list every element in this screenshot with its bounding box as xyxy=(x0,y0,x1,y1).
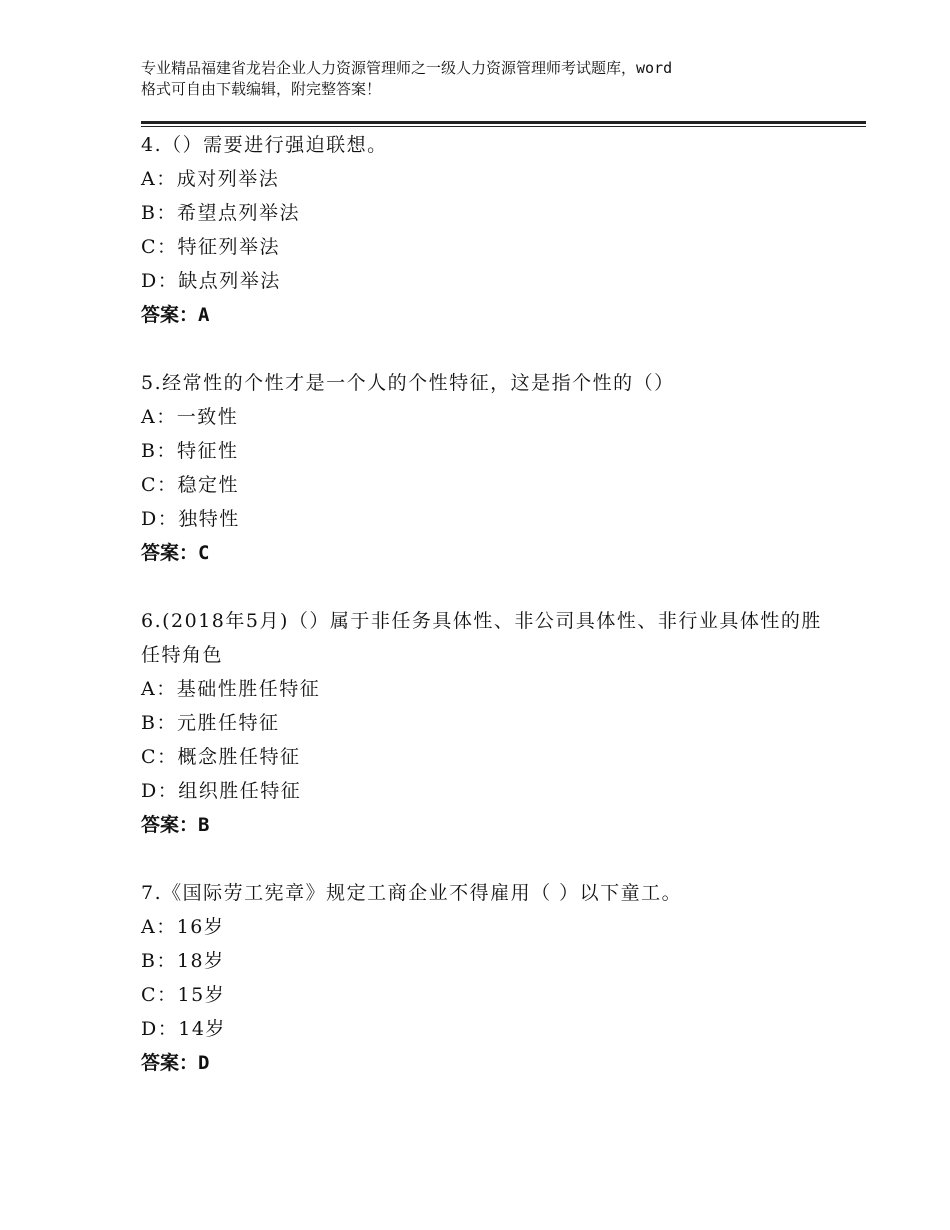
answer-label: 答案： xyxy=(141,1052,199,1074)
question-gap xyxy=(141,332,841,366)
option-d: D：缺点列举法 xyxy=(141,270,281,292)
option-b: B：18岁 xyxy=(141,950,225,972)
question-stem: 7.《国际劳工宪章》规定工商企业不得雇用（ ）以下童工。 xyxy=(141,882,683,904)
answer-label: 答案： xyxy=(141,814,199,836)
question-6 xyxy=(141,604,841,842)
option-b: B：特征性 xyxy=(141,440,239,462)
answer-line xyxy=(141,808,841,842)
question-gap xyxy=(141,842,841,876)
question-list xyxy=(141,128,841,1080)
option-c: C：概念胜任特征 xyxy=(141,746,301,768)
question-stem: 6.(2018年5月)（）属于非任务具体性、非公司具体性、非行业具体性的胜任特角色 xyxy=(141,610,822,666)
answer-line xyxy=(141,1046,841,1080)
option-c: C：特征列举法 xyxy=(141,236,281,258)
answer-value: D xyxy=(198,1052,210,1074)
answer-line xyxy=(141,298,841,332)
option-a: A：16岁 xyxy=(141,916,225,938)
option-b: B：元胜任特征 xyxy=(141,712,280,734)
option-d: D：14岁 xyxy=(141,1018,226,1040)
question-5 xyxy=(141,366,841,570)
answer-value: C xyxy=(198,542,210,564)
option-c: C：15岁 xyxy=(141,984,226,1006)
header-rule-thick xyxy=(141,121,866,124)
answer-value: B xyxy=(198,814,210,836)
question-stem: 5.经常性的个性才是一个人的个性特征，这是指个性的（） xyxy=(141,372,675,394)
question-gap xyxy=(141,570,841,604)
answer-label: 答案： xyxy=(141,304,199,326)
option-c: C：稳定性 xyxy=(141,474,240,496)
option-d: D：独特性 xyxy=(141,508,240,530)
question-stem: 4.（）需要进行强迫联想。 xyxy=(141,134,388,156)
answer-line xyxy=(141,536,841,570)
option-a: A：成对列举法 xyxy=(141,168,280,190)
option-d: D：组织胜任特征 xyxy=(141,780,302,802)
header-rule-thin xyxy=(141,126,866,127)
document-header: 专业精品福建省龙岩企业人力资源管理师之一级人力资源管理师考试题库，word 格式可自由下载编辑，附完整答案！ xyxy=(141,59,673,98)
question-4 xyxy=(141,128,841,332)
option-a: A：一致性 xyxy=(141,406,239,428)
option-a: A：基础性胜任特征 xyxy=(141,678,321,700)
option-b: B：希望点列举法 xyxy=(141,202,300,224)
question-7 xyxy=(141,876,841,1080)
answer-value: A xyxy=(198,304,210,326)
answer-label: 答案： xyxy=(141,542,199,564)
